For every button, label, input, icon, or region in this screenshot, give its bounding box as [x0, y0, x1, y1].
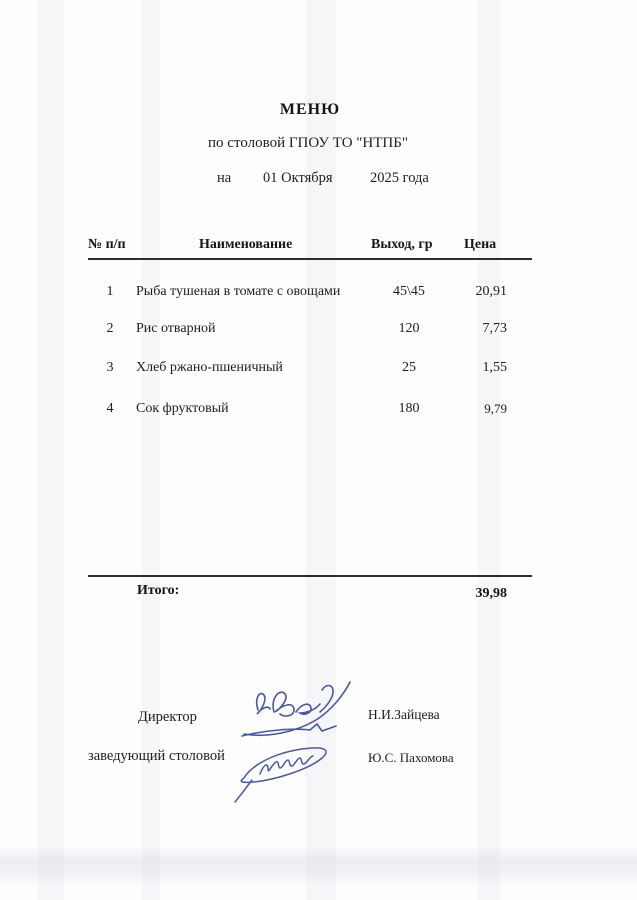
- total-value: 39,98: [475, 586, 507, 601]
- date-value: 01 Октября: [263, 170, 333, 186]
- total-rule: [88, 575, 532, 577]
- signature-role-director: Директор: [138, 709, 197, 725]
- column-header-name: Наименование: [199, 237, 293, 252]
- document-title: МЕНЮ: [279, 101, 341, 118]
- dish-output: 45\45: [393, 284, 425, 299]
- signature-name-canteen-manager: Ю.С. Пахомова: [368, 750, 454, 765]
- date-year: 2025 года: [370, 170, 429, 186]
- row-number: 3: [106, 360, 114, 375]
- row-number: 1: [106, 284, 114, 299]
- column-header-output: Выход, гр: [371, 237, 433, 252]
- signature-role-canteen-manager: заведующий столовой: [88, 748, 225, 764]
- signature-name-director: Н.И.Зайцева: [368, 707, 440, 722]
- total-label: Итого:: [137, 583, 180, 598]
- column-header-number: № п/п: [88, 237, 126, 252]
- date-prefix: на: [217, 170, 232, 186]
- header-rule: [88, 258, 532, 260]
- dish-price: 20,91: [475, 284, 507, 299]
- dish-output: 25: [402, 360, 416, 375]
- dish-price: 7,73: [482, 321, 507, 336]
- document-subtitle: по столовой ГПОУ ТО "НТПБ": [208, 135, 408, 151]
- dish-price: 9,79: [484, 401, 507, 416]
- column-header-price: Цена: [464, 237, 497, 252]
- dish-name: Сок фруктовый: [136, 401, 229, 416]
- dish-name: Рыба тушеная в томате с овощами: [136, 284, 341, 299]
- director-signature-ink: [232, 668, 368, 746]
- canteen-manager-signature-ink: [230, 722, 346, 804]
- scan-artifact-band: [0, 848, 637, 884]
- dish-output: 180: [398, 401, 420, 416]
- dish-output: 120: [398, 321, 420, 336]
- row-number: 4: [106, 401, 114, 416]
- dish-price: 1,55: [482, 360, 507, 375]
- dish-name: Рис отварной: [136, 321, 216, 336]
- dish-name: Хлеб ржано-пшеничный: [136, 360, 283, 375]
- row-number: 2: [106, 321, 114, 336]
